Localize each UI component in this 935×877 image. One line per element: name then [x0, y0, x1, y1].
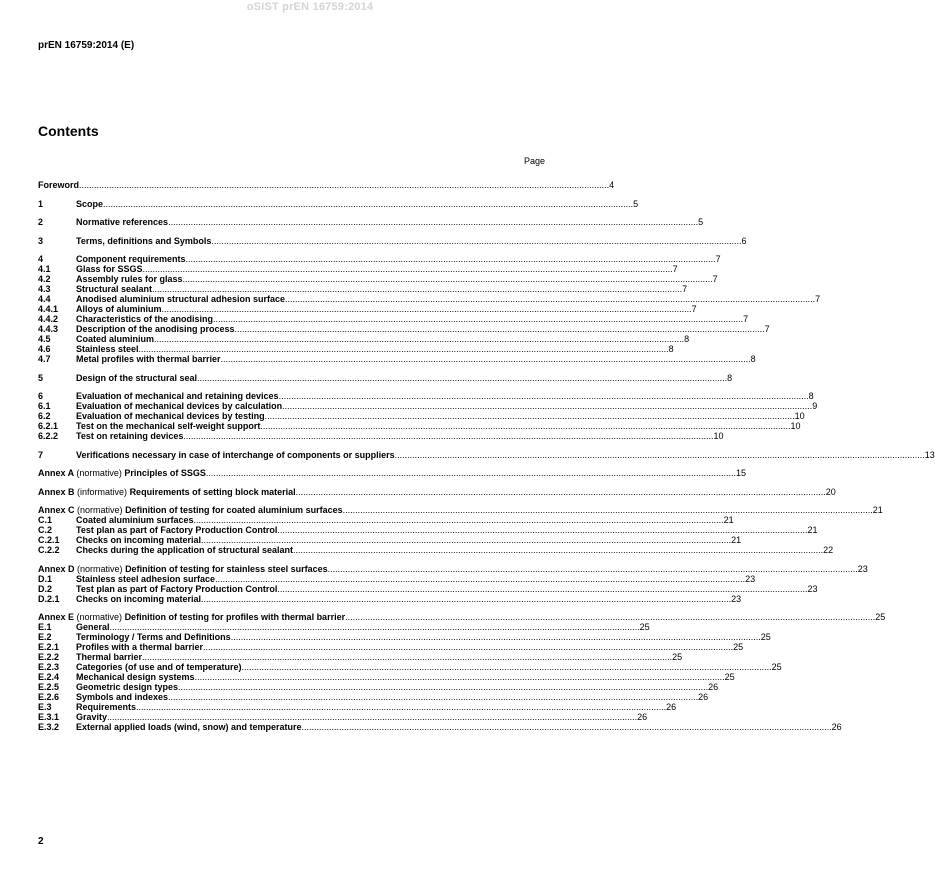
- toc-annex-kind: (normative): [76, 468, 122, 478]
- toc-entry[interactable]: [38, 692, 709, 702]
- toc-leader-dots: [154, 334, 684, 344]
- toc-entry-number: 6.2: [38, 411, 51, 421]
- toc-entry-page[interactable]: 4: [609, 180, 615, 190]
- toc-entry-title[interactable]: Stainless steel: [76, 344, 139, 354]
- toc-annex-kind: (normative): [77, 563, 123, 574]
- toc-entry-title[interactable]: Alloys of aluminium: [76, 304, 162, 314]
- toc-entry-title[interactable]: Scope: [76, 198, 104, 209]
- toc-entry-number: 4.4.1: [38, 304, 59, 314]
- toc-entry[interactable]: [38, 573, 756, 584]
- toc-leader-dots: [203, 642, 733, 652]
- toc-entry-number: 7: [38, 449, 44, 460]
- toc-leader-dots: [296, 487, 826, 497]
- toc-entry-title[interactable]: Test on the mechanical self-weight support: [76, 421, 261, 431]
- toc-entry-number: 4.1: [38, 264, 51, 274]
- toc-leader-dots: [260, 421, 790, 431]
- toc-leader-dots: [168, 217, 698, 227]
- toc-annex-kind: (normative): [76, 612, 123, 622]
- toc-entry-page[interactable]: 26: [708, 682, 719, 692]
- toc-entry-number: 6.1: [38, 401, 51, 411]
- toc-entry[interactable]: [38, 217, 704, 227]
- toc-entry[interactable]: [38, 354, 756, 364]
- toc-entry-number: 6: [38, 391, 44, 401]
- toc-annex-title: Requirements of setting block material: [129, 486, 296, 497]
- toc-entry[interactable]: [38, 662, 782, 672]
- watermark: oSIST prEN 16759:2014: [246, 1, 374, 13]
- toc-entry[interactable]: [38, 712, 648, 722]
- toc-entry[interactable]: [38, 344, 674, 354]
- toc-leader-dots: [79, 180, 609, 190]
- toc-entry[interactable]: [38, 682, 719, 692]
- toc-entry-page[interactable]: 7: [691, 304, 697, 314]
- toc-leader-dots: [395, 450, 925, 460]
- toc-entry-title[interactable]: Terms, definitions and Symbols: [76, 235, 212, 246]
- toc-entry-page[interactable]: 22: [823, 545, 834, 555]
- toc-entry-page[interactable]: 25: [875, 612, 886, 622]
- toc-entry-page[interactable]: 7: [715, 254, 721, 264]
- toc-entry[interactable]: [38, 612, 886, 622]
- toc-entry-page[interactable]: 23: [807, 583, 818, 594]
- toc-leader-dots: [293, 545, 823, 555]
- toc-entry-number: C.2.1: [38, 535, 60, 545]
- toc-entry-number: 4.4.3: [38, 324, 59, 334]
- toc-entry[interactable]: [38, 593, 742, 604]
- toc-leader-dots: [110, 622, 640, 632]
- toc-entry[interactable]: [38, 372, 733, 383]
- toc-leader-dots: [162, 304, 692, 314]
- toc-entry-page[interactable]: 25: [639, 622, 650, 632]
- toc-entry[interactable]: [38, 254, 721, 264]
- toc-leader-dots: [143, 264, 673, 274]
- toc-entry[interactable]: [38, 535, 742, 545]
- toc-leader-dots: [168, 692, 698, 702]
- toc-entry-page[interactable]: 13: [924, 449, 935, 460]
- toc-entry-page[interactable]: 15: [736, 468, 747, 478]
- toc-leader-dots: [302, 722, 832, 732]
- toc-entry[interactable]: [38, 334, 690, 344]
- toc-entry[interactable]: [38, 304, 697, 314]
- toc-leader-dots: [201, 535, 731, 545]
- toc-entry-number: 5: [38, 372, 44, 383]
- toc-entry-number: D.2.1: [38, 593, 60, 604]
- contents-title: Contents: [38, 123, 99, 139]
- toc-leader-dots: [279, 391, 809, 401]
- toc-entry-title[interactable]: Evaluation of mechanical devices by calculation: [76, 401, 283, 411]
- toc-entry[interactable]: [38, 401, 818, 411]
- toc-entry[interactable]: [38, 515, 734, 525]
- toc-leader-dots: [211, 236, 741, 246]
- toc-entry[interactable]: [38, 525, 818, 535]
- toc-entry-page[interactable]: 7: [815, 294, 821, 304]
- toc-leader-dots: [345, 612, 875, 622]
- toc-annex-label: Annex B: [38, 486, 75, 497]
- toc-entry[interactable]: [38, 284, 688, 294]
- toc-leader-dots: [277, 525, 807, 535]
- toc-annex-label: Annex D: [38, 563, 75, 574]
- toc-annex-label: Annex A: [38, 468, 74, 478]
- toc-entry[interactable]: [38, 545, 834, 555]
- toc-entry-page[interactable]: 8: [684, 334, 690, 344]
- toc-entry-title[interactable]: Glass for SSGS: [76, 264, 143, 274]
- toc-entry-number: 4.5: [38, 334, 51, 344]
- toc-entry-page[interactable]: 7: [712, 274, 718, 284]
- toc-entry[interactable]: [38, 722, 842, 732]
- toc-leader-dots: [152, 284, 682, 294]
- toc-entry-title[interactable]: [38, 505, 343, 515]
- toc-annex-kind: (informative): [77, 486, 128, 497]
- toc-leader-dots: [242, 662, 772, 672]
- toc-entry-page[interactable]: 21: [807, 525, 818, 535]
- toc-entry-number: D.1: [38, 573, 53, 584]
- toc-annex-kind: (normative): [77, 505, 123, 515]
- toc-leader-dots: [183, 431, 713, 441]
- toc-entry[interactable]: [38, 324, 770, 334]
- toc-entry-title[interactable]: Description of the anodising process: [76, 324, 235, 334]
- toc-entry[interactable]: [38, 198, 639, 209]
- toc-entry-title[interactable]: [38, 564, 328, 574]
- toc-entry-page[interactable]: 21: [731, 535, 742, 545]
- toc-entry-number: 4.3: [38, 284, 51, 294]
- toc-entry-page[interactable]: 10: [794, 411, 805, 421]
- document-id: prEN 16759:2014 (E): [38, 40, 135, 51]
- toc-entry-number: 6.2.2: [38, 431, 59, 441]
- toc-entry-title[interactable]: Mechanical design systems: [76, 672, 195, 682]
- toc-entry[interactable]: [38, 702, 677, 712]
- toc-entry-number: 2: [38, 217, 44, 227]
- toc-entry-page[interactable]: 7: [672, 264, 678, 274]
- toc-entry-title[interactable]: External applied loads (wind, snow) and temperature: [76, 722, 302, 732]
- toc-entry-title[interactable]: [38, 487, 296, 497]
- toc-entry-number: 4.6: [38, 344, 51, 354]
- toc-entry-title[interactable]: Assembly rules for glass: [76, 274, 183, 284]
- toc-leader-dots: [178, 682, 708, 692]
- toc-leader-dots: [194, 515, 724, 525]
- toc-leader-dots: [107, 712, 637, 722]
- toc-entry-page[interactable]: 23: [745, 573, 756, 584]
- toc-entry-title[interactable]: Stainless steel adhesion surface: [76, 573, 216, 584]
- toc-entry-number: E.2.5: [38, 682, 60, 692]
- toc-entry-title[interactable]: Test on retaining devices: [76, 431, 184, 441]
- toc-entry-page[interactable]: 26: [637, 712, 648, 722]
- toc-entry-page[interactable]: 5: [698, 217, 704, 227]
- toc-entry-title[interactable]: Requirements: [76, 702, 137, 712]
- toc-entry-page[interactable]: 21: [872, 505, 883, 515]
- toc-entry-title[interactable]: Test plan as part of Factory Production Control: [76, 525, 278, 535]
- toc-entry-number: E.2: [38, 632, 52, 642]
- toc-entry-page[interactable]: 9: [812, 401, 818, 411]
- table-of-contents: [38, 180, 935, 732]
- page-number: 2: [38, 836, 44, 847]
- toc-entry-title[interactable]: Structural sealant: [76, 284, 153, 294]
- toc-entry-number: 4.4.2: [38, 314, 59, 324]
- toc-entry-title[interactable]: Anodised aluminium structural adhesion surface: [76, 294, 286, 304]
- toc-entry-number: E.1: [38, 622, 52, 632]
- toc-entry-page[interactable]: 7: [743, 314, 749, 324]
- toc-leader-dots: [215, 574, 745, 584]
- toc-entry[interactable]: [38, 632, 771, 642]
- toc-entry-page[interactable]: 7: [764, 324, 770, 334]
- toc-entry-number: 4.2: [38, 274, 51, 284]
- toc-entry-title[interactable]: Checks during the application of structural sealant: [76, 545, 294, 555]
- toc-entry-page[interactable]: 25: [760, 632, 771, 642]
- toc-entry-title[interactable]: Thermal barrier: [76, 652, 143, 662]
- toc-annex-title: Definition of testing for profiles with thermal barrier: [124, 612, 346, 622]
- toc-entry-title[interactable]: Categories (of use and of temperature): [76, 662, 242, 672]
- toc-entry[interactable]: [38, 274, 718, 284]
- toc-leader-dots: [231, 632, 761, 642]
- toc-entry-page[interactable]: 8: [808, 391, 814, 401]
- toc-entry[interactable]: [38, 314, 749, 324]
- toc-entry-title[interactable]: Normative references: [76, 217, 169, 227]
- toc-annex-title: Definition of testing for stainless steel surfaces: [125, 563, 328, 574]
- toc-entry-title[interactable]: Test plan as part of Factory Production Control: [76, 583, 278, 594]
- toc-entry-number: 4: [38, 254, 44, 264]
- toc-leader-dots: [201, 594, 731, 604]
- toc-entry-page[interactable]: 8: [750, 354, 756, 364]
- toc-entry-title[interactable]: Design of the structural seal: [76, 372, 198, 383]
- toc-annex-label: Annex E: [38, 612, 75, 622]
- toc-entry-page[interactable]: 8: [727, 372, 733, 383]
- toc-entry[interactable]: [38, 411, 805, 421]
- toc-entry[interactable]: [38, 505, 883, 515]
- toc-entry-title[interactable]: Symbols and indexes: [76, 692, 169, 702]
- toc-entry-page[interactable]: 10: [790, 421, 801, 431]
- toc-entry-number: 4.7: [38, 354, 51, 364]
- toc-leader-dots: [277, 584, 807, 594]
- toc-entry-title[interactable]: Coated aluminium surfaces: [76, 515, 194, 525]
- toc-entry[interactable]: [38, 449, 935, 460]
- toc-leader-dots: [221, 354, 751, 364]
- toc-entry-title[interactable]: Gravity: [76, 712, 108, 722]
- toc-entry-page[interactable]: 25: [771, 662, 782, 672]
- toc-leader-dots: [197, 373, 727, 383]
- toc-entry-page[interactable]: 5: [633, 198, 639, 209]
- toc-leader-dots: [142, 652, 672, 662]
- toc-entry-page[interactable]: 25: [733, 642, 744, 652]
- toc-entry-page[interactable]: 25: [724, 672, 735, 682]
- toc-entry-number: 1: [38, 198, 44, 209]
- toc-entry[interactable]: [38, 421, 801, 431]
- toc-entry-page[interactable]: 7: [682, 284, 688, 294]
- toc-annex-label: Annex C: [38, 505, 75, 515]
- toc-entry-title[interactable]: General: [76, 622, 110, 632]
- toc-entry-number: C.1: [38, 515, 53, 525]
- toc-entry-title[interactable]: Component requirements: [76, 254, 186, 264]
- toc-entry-number: 4.4: [38, 294, 51, 304]
- toc-entry-title[interactable]: Foreword: [38, 180, 80, 190]
- page-column-label: Page: [523, 156, 545, 166]
- toc-entry[interactable]: [38, 652, 683, 662]
- toc-entry-page[interactable]: 26: [698, 692, 709, 702]
- toc-entry[interactable]: [38, 672, 735, 682]
- toc-entry[interactable]: [38, 563, 868, 574]
- toc-leader-dots: [136, 702, 666, 712]
- toc-entry[interactable]: [38, 180, 615, 190]
- toc-entry-number: E.3: [38, 702, 52, 712]
- toc-entry-number: E.2.1: [38, 642, 60, 652]
- toc-entry-title[interactable]: Evaluation of mechanical devices by testing: [76, 411, 265, 421]
- toc-entry[interactable]: [38, 431, 724, 441]
- toc-entry-title[interactable]: Evaluation of mechanical and retaining devices: [76, 391, 279, 401]
- toc-entry[interactable]: [38, 486, 836, 497]
- toc-leader-dots: [206, 468, 736, 478]
- toc-entry-number: D.2: [38, 583, 53, 594]
- toc-entry[interactable]: [38, 235, 747, 246]
- toc-entry-number: E.2.3: [38, 662, 60, 672]
- toc-entry-number: E.2.4: [38, 672, 60, 682]
- toc-leader-dots: [235, 324, 765, 334]
- toc-entry-title[interactable]: Checks on incoming material: [76, 593, 202, 604]
- toc-leader-dots: [195, 672, 725, 682]
- toc-entry-title[interactable]: Metal profiles with thermal barrier: [76, 354, 221, 364]
- toc-entry-title[interactable]: [38, 612, 345, 622]
- toc-entry-title[interactable]: [38, 468, 206, 478]
- toc-entry-title[interactable]: Coated aluminium: [76, 334, 155, 344]
- toc-entry-title[interactable]: Checks on incoming material: [76, 535, 202, 545]
- toc-entry-title[interactable]: Verifications necessary in case of interchange of components or suppliers: [76, 449, 395, 460]
- toc-entry-title[interactable]: Geometric design types: [76, 682, 179, 692]
- toc-entry-number: E.3.2: [38, 722, 60, 732]
- toc-entry[interactable]: [38, 642, 744, 652]
- toc-leader-dots: [186, 254, 716, 264]
- toc-leader-dots: [265, 411, 795, 421]
- toc-entry-number: C.2.2: [38, 545, 60, 555]
- toc-entry[interactable]: [38, 583, 818, 594]
- toc-annex-title: Definition of testing for coated aluminium surfaces: [125, 505, 343, 515]
- toc-leader-dots: [282, 401, 812, 411]
- toc-annex-title: Principles of SSGS: [124, 468, 206, 478]
- toc-entry-number: C.2: [38, 525, 53, 535]
- toc-leader-dots: [343, 505, 873, 515]
- toc-entry-page[interactable]: 8: [668, 344, 674, 354]
- toc-entry-number: E.2.2: [38, 652, 60, 662]
- toc-entry-number: E.3.1: [38, 712, 60, 722]
- toc-entry-number: E.2.6: [38, 692, 60, 702]
- toc-entry-page[interactable]: 26: [666, 702, 677, 712]
- toc-entry-page[interactable]: 23: [731, 593, 742, 604]
- toc-leader-dots: [103, 199, 633, 209]
- toc-entry[interactable]: [38, 391, 814, 401]
- toc-entry-page[interactable]: 6: [741, 235, 747, 246]
- toc-leader-dots: [213, 314, 743, 324]
- toc-leader-dots: [328, 564, 858, 574]
- toc-entry[interactable]: [38, 264, 678, 274]
- toc-entry[interactable]: [38, 294, 821, 304]
- toc-leader-dots: [285, 294, 815, 304]
- toc-entry[interactable]: [38, 622, 650, 632]
- toc-leader-dots: [183, 274, 713, 284]
- toc-entry-page[interactable]: 26: [831, 722, 842, 732]
- toc-entry-title[interactable]: Profiles with a thermal barrier: [76, 642, 204, 652]
- toc-entry-number: 3: [38, 235, 44, 246]
- toc-entry[interactable]: [38, 468, 747, 478]
- toc-leader-dots: [139, 344, 669, 354]
- toc-entry-page[interactable]: 23: [857, 563, 868, 574]
- toc-entry-page[interactable]: 21: [723, 515, 734, 525]
- toc-entry-title[interactable]: Characteristics of the anodising: [76, 314, 214, 324]
- toc-entry-page[interactable]: 10: [713, 431, 724, 441]
- toc-entry-page[interactable]: 25: [672, 652, 683, 662]
- toc-entry-title[interactable]: Terminology / Terms and Definitions: [76, 632, 231, 642]
- toc-entry-page[interactable]: 20: [825, 486, 836, 497]
- toc-entry-number: 6.2.1: [38, 421, 59, 431]
